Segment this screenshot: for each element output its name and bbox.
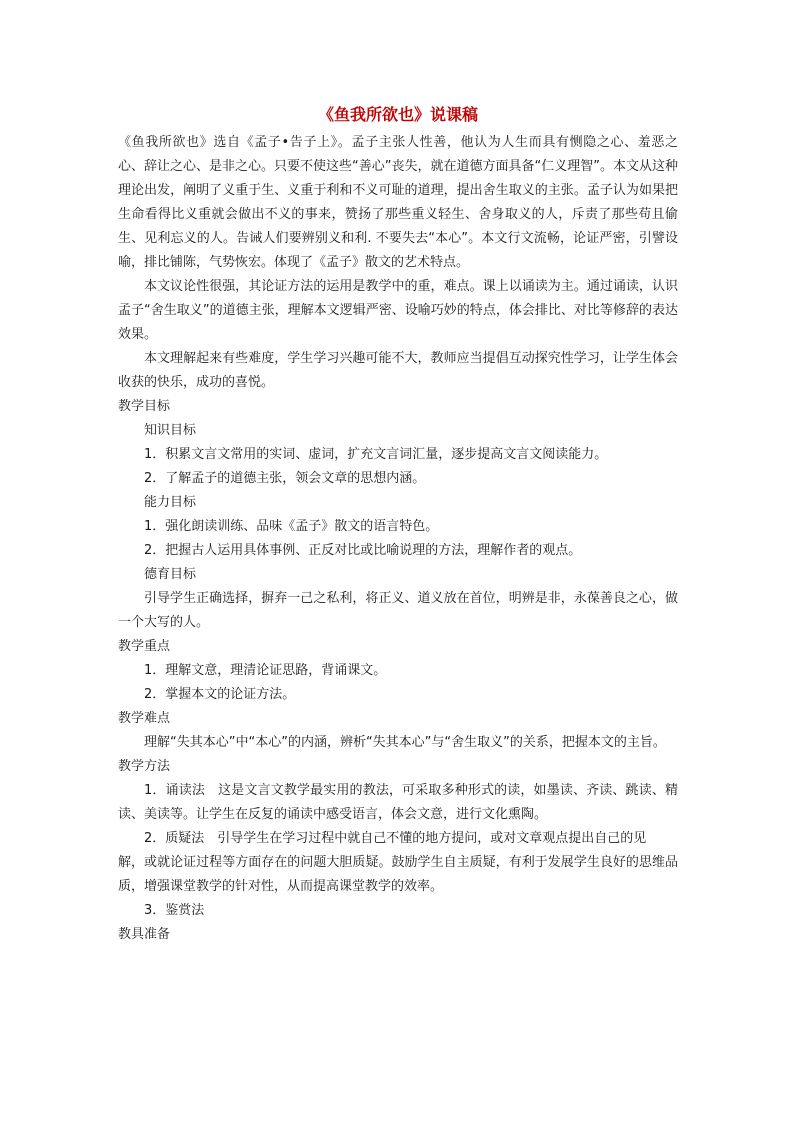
ability-goals-label: 能力目标 bbox=[144, 495, 197, 510]
paragraph-2: 本文议论性很强，其论证方法的运用是教学中的重，难点。课上以诵读为主。通过诵读，认识孟子“舍生取义”的道德主张，理解本文逻辑严密、设喻巧妙的特点，体会排比、对比等修辞的表达效果。 bbox=[118, 279, 678, 342]
key-points-heading: 教学重点 bbox=[118, 639, 171, 654]
intro-paragraph: 《鱼我所欲也》选自《孟子•告子上》。孟子主张人性善，他认为人生而具有恻隐之心、羞恶之心、辞让之心、是非之心。只要不使这些“善心”丧失，就在道德方面具备“仁义理智”。本文从这种理论出发，阐明了义重于生、义重于利和不义可耻的道理，提出舍生取义的主张。孟子认为如果把生命看得比义重就会做出不义的事来，赞扬了那些重义轻生、舍身取义的人，斥责了那些苟且偷生、见利忘义的人。告诫人们要辨别义和利. 不要失去“本心”。本文行文流畅，论证严密，引譬设喻，排比铺陈，气势恢宏。体现了《孟子》散文的艺术特点。 bbox=[118, 135, 678, 270]
paragraph-3: 本文理解起来有些难度，学生学习兴趣可能不大，教师应当提倡互动探究性学习，让学生体会收获的快乐，成功的喜悦。 bbox=[118, 351, 678, 390]
moral-goal-text: 引导学生正确选择，摒弃一己之私利，将正义、道义放在首位，明辨是非，永葆善良之心，做一个大写的人。 bbox=[118, 591, 678, 630]
ability-goal-1: 1．强化朗读训练、品味《孟子》散文的语言特色。 bbox=[144, 519, 439, 534]
method-1: 1．诵读法 这是文言文教学最实用的教法，可采取多种形式的读，如墨读、齐读、跳读、精读、美读等。让学生在反复的诵读中感受语言，体会文意，进行文化熏陶。 bbox=[118, 783, 678, 822]
knowledge-goal-1: 1．积累文言文常用的实词、虚词，扩充文言词汇量，逐步提高文言文阅读能力。 bbox=[144, 447, 608, 462]
document-page bbox=[118, 104, 678, 947]
methods-heading: 教学方法 bbox=[118, 759, 171, 774]
method-3: 3．鉴赏法 bbox=[144, 903, 205, 918]
tools-heading: 教具准备 bbox=[118, 927, 171, 942]
goals-heading: 教学目标 bbox=[118, 399, 171, 414]
key-point-2: 2．掌握本文的论证方法。 bbox=[144, 687, 296, 702]
document-title: 《鱼我所欲也》说课稿 bbox=[317, 105, 478, 124]
method-2-continued: 解，或就论证过程等方面存在的问题大胆质疑。鼓励学生自主质疑，有利于发展学生良好的思维品质，增强课堂教学的针对性，从而提高课堂教学的效率。 bbox=[118, 855, 678, 894]
difficulty-heading: 教学难点 bbox=[118, 711, 171, 726]
moral-goals-label: 德育目标 bbox=[144, 567, 197, 582]
knowledge-goals-label: 知识目标 bbox=[144, 423, 197, 438]
knowledge-goal-2: 2．了解孟子的道德主张，领会文章的思想内涵。 bbox=[144, 471, 426, 486]
difficulty-text: 理解“失其本心”中“本心”的内涵，辨析“失其本心”与“舍生取义”的关系，把握本文的主旨。 bbox=[144, 735, 666, 750]
key-point-1: 1．理解文意，理清论证思路，背诵课文。 bbox=[144, 663, 387, 678]
method-2-first-line: 2．质疑法 引导学生在学习过程中就自己不懂的地方提问，或对文章观点提出自己的见 bbox=[144, 831, 647, 846]
ability-goal-2: 2．把握古人运用具体事例、正反对比或比喻说理的方法，理解作者的观点。 bbox=[144, 543, 582, 558]
